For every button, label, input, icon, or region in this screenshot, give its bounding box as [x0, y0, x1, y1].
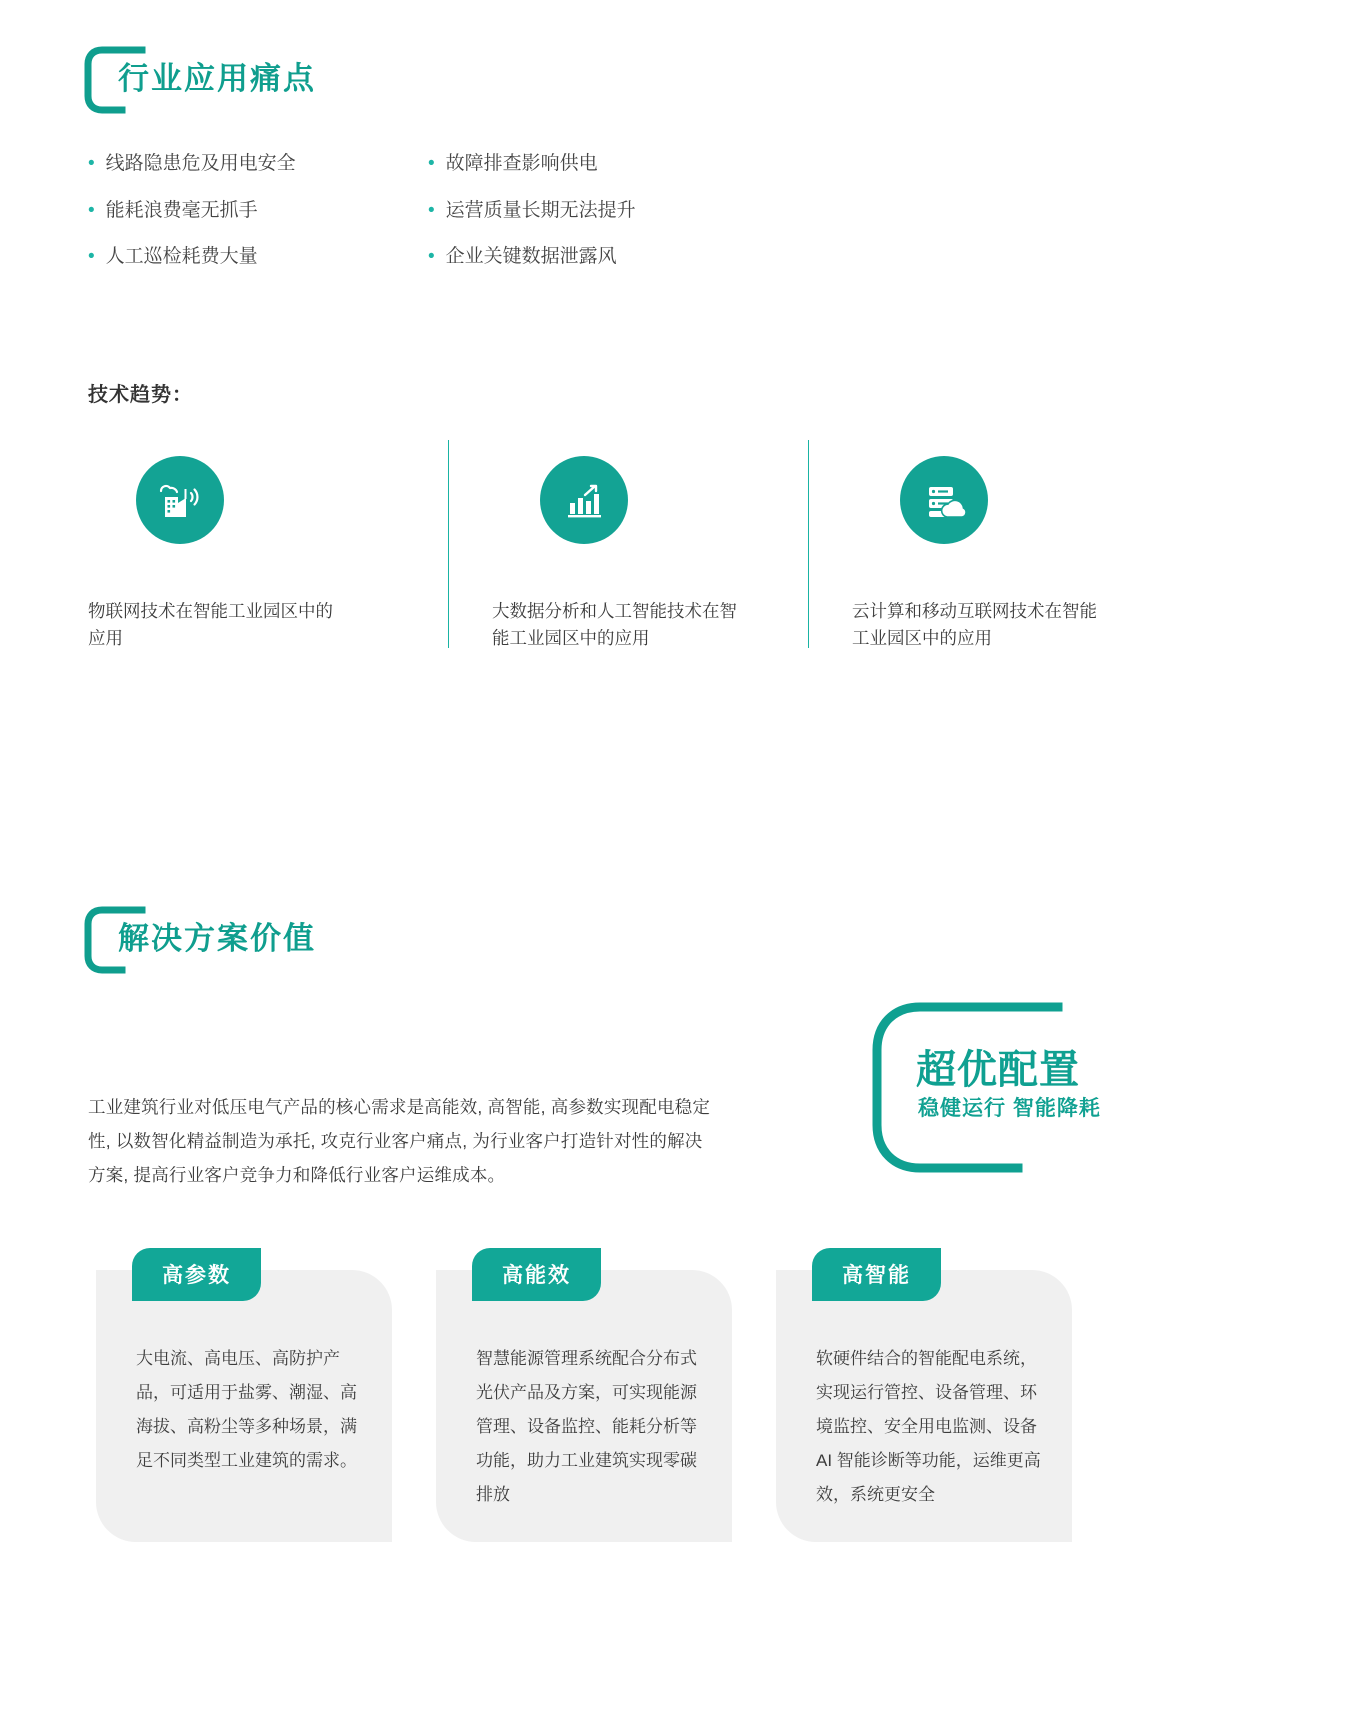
list-item: [88, 152, 428, 177]
list-item-label: 运营质量长期无法提升: [445, 199, 636, 221]
list-item-label: 能耗浪费毫无抓手: [105, 199, 258, 221]
list-item: [428, 199, 768, 224]
value-card: [436, 1264, 732, 1542]
trend-description: 大数据分析和人工智能技术在智能工业园区中的应用: [492, 601, 737, 649]
solution-value-paragraph: 工业建筑行业对低压电气产品的核心需求是高能效, 高智能, 高参数实现配电稳定性, 以数智化精益制造为承托, 攻克行业客户痛点, 为行业客户打造针对性的解决方案, 提高行业客户竞争力和降低行业客户运维成本。: [88, 1097, 711, 1186]
value-card: [776, 1264, 1072, 1542]
bullet-dot-icon: •: [428, 246, 435, 268]
divider: [448, 440, 449, 648]
card-text: 软硬件结合的智能配电系统，实现运行管控、设备管理、环境监控、安全用电监测、设备AI 智能诊断等功能，运维更高效，系统更安全: [816, 1349, 1041, 1504]
list-item-label: 故障排查影响供电: [445, 153, 598, 174]
card-text: 智慧能源管理系统配合分布式光伏产品及方案，可实现能源管理、设备监控、能耗分析等功能，助力工业建筑实现零碳排放: [476, 1349, 697, 1504]
list-item: [88, 199, 428, 224]
list-item-label: 企业关键数据泄露风: [445, 246, 617, 268]
list-item: [428, 245, 768, 270]
bullet-dot-icon: •: [88, 246, 95, 268]
badge-subtitle: 稳健运行 智能降耗: [918, 1097, 1101, 1120]
card-tag: 高能效: [472, 1248, 601, 1301]
bullet-dot-icon: •: [88, 199, 95, 221]
list-item-label: 线路隐患危及用电安全: [105, 153, 296, 174]
section-title: 解决方案价值: [118, 920, 316, 956]
value-card: [96, 1264, 392, 1542]
trend-description: 云计算和移动互联网技术在智能工业园区中的应用: [852, 601, 1097, 649]
bullet-dot-icon: •: [428, 153, 435, 174]
painpoints-heading: [84, 46, 316, 114]
tech-trend-group: [88, 440, 1168, 652]
trend-description: 物联网技术在智能工业园区中的应用: [88, 601, 333, 649]
trend-column: [448, 440, 808, 652]
trend-column: [808, 440, 1168, 652]
bar-chart-growth-icon: [540, 456, 628, 544]
iot-factory-wifi-icon: [136, 456, 224, 544]
divider: [808, 440, 809, 648]
trend-column: [88, 440, 448, 652]
cloud-server-icon: [900, 456, 988, 544]
card-tag: 高智能: [812, 1248, 941, 1301]
badge-title: 超优配置: [916, 1048, 1080, 1092]
highlight-badge: [868, 1000, 1101, 1172]
bullet-dot-icon: •: [428, 199, 435, 221]
bracket-decoration-icon: [84, 906, 146, 974]
solution-value-heading: [84, 906, 316, 974]
painpoints-list: [88, 152, 848, 270]
bullet-dot-icon: •: [88, 153, 95, 174]
bracket-decoration-icon: [84, 46, 146, 114]
card-tag: 高参数: [132, 1248, 261, 1301]
list-item-label: 人工巡检耗费大量: [105, 246, 258, 268]
list-item: [88, 245, 428, 270]
value-cards: [96, 1264, 1256, 1542]
list-item: [428, 152, 768, 177]
card-text: 大电流、高电压、高防护产品，可适用于盐雾、潮湿、高海拔、高粉尘等多种场景，满足不同类型工业建筑的需求。: [136, 1349, 357, 1470]
page-title: 行业应用痛点: [118, 60, 316, 96]
tech-trend-label: 技术趋势：: [88, 384, 193, 406]
